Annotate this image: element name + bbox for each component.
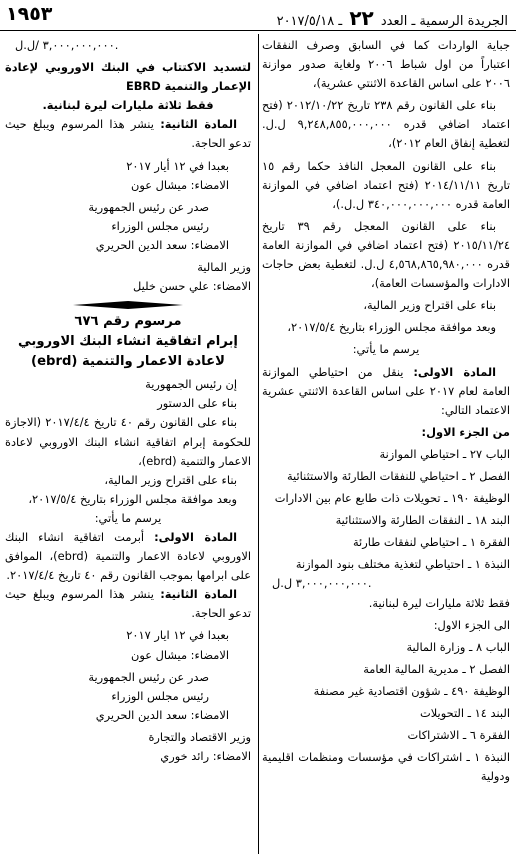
budget-line: الفصل ٢ ـ مديرية المالية العامة xyxy=(363,661,510,676)
signing-place-date: بعبدا في ١٢ أيار ٢٠١٧ xyxy=(126,158,229,173)
article-text: ينشر هذا المرسوم ويبلغ حيث تدعو الحاجة. xyxy=(5,117,251,151)
paragraph: بناء على القانون المعجل النافذ حكما رقم ١٥ تاريخ ٢٠١٤/١١/١١ (فتح اعتماد اضافي في الموازنة العامة قدره ٣٤٠,٠٠٠,٠٠٠,٠٠٠ ل.ل.)، xyxy=(262,158,510,211)
amount: ٣,٠٠٠,٠٠٠,٠٠٠ ل.ل. xyxy=(272,576,372,591)
issued-by: صدر عن رئيس الجمهورية xyxy=(88,669,209,684)
decree-phrase: يرسم ما يأتي: xyxy=(94,510,162,525)
paragraph: بناء على القانون رقم ٤٠ تاريخ ٢٠١٧/٤/٤ (الاجازة للحكومة إبرام اتفاقية انشاء البنك الاوروبي لاعادة الاعمار والتنمية (ebrd)، xyxy=(5,415,251,468)
paragraph: بناء على القانون رقم ٢٣٨ تاريخ ٢٠١٢/١٠/٢٢ (فتح اعتماد اضافي قدره ٩,٢٤٨,٨٥٥,٠٠٠,٠٠٠ ل.ل. لتغطية إنفاق العام ٢٠١٢)، xyxy=(262,98,510,151)
president-signature: الامضاء: ميشال عون xyxy=(130,647,229,662)
budget-line: الوظيفة ١٩٠ ـ تحويلات ذات طابع عام بين الادارات xyxy=(274,491,510,506)
paragraph: بناء على اقتراح وزير المالية، xyxy=(104,472,237,487)
paragraph: وبعد موافقة مجلس الوزراء بتاريخ ٢٠١٧/٥/٤، xyxy=(287,320,496,335)
article-label: المادة الثانية: xyxy=(160,587,237,602)
minister-signature: الامضاء: علي حسن خليل xyxy=(133,279,251,294)
budget-line: الفصل ٢ ـ احتياطي للنفقات الطارئة والاستثنائية xyxy=(286,468,510,483)
article-2 xyxy=(5,115,251,153)
budget-line: النبذة ١ ـ اشتراكات في مؤسسات ومنظمات اقليمية ودولية xyxy=(262,750,510,784)
paragraph: بناء على القانون المعجل رقم ٣٩ تاريخ ٢٠١٥/١١/٢٤ (فتح اعتماد اضافي في الموازنة العامة قدره ٤,٥٦٨,٨٦٥,٩٨٠,٠٠٠ ل.ل. لتغطية بعض حاجات الادارات والمؤسسات العامة)، xyxy=(262,218,510,291)
budget-line: الباب ٢٧ ـ احتياطي الموازنة xyxy=(379,446,510,461)
pm-title: رئيس مجلس الوزراء xyxy=(111,688,209,703)
article-label: المادة الاولى: xyxy=(154,529,238,544)
budget-line: الفقرة ٦ ـ الاشتراكات xyxy=(407,728,510,743)
budget-line: الوظيفة ٤٩٠ ـ شؤون اقتصادية غير مصنفة xyxy=(313,683,510,698)
article-1 xyxy=(5,528,251,585)
pm-title: رئيس مجلس الوزراء xyxy=(111,218,209,233)
issue-date: ـ ٢٠١٧/٥/١٨ xyxy=(276,14,343,29)
budget-line: البند ١٨ ـ النفقات الطارئة والاستثنائية xyxy=(335,513,510,528)
signing-place-date: بعبدا في ١٢ ايار ٢٠١٧ xyxy=(126,628,229,643)
article-1 xyxy=(262,363,510,420)
decree-subtitle: لاعادة الاعمار والتنمية (ebrd) xyxy=(31,354,225,370)
budget-line: الباب ٨ ـ وزارة المالية xyxy=(406,639,510,654)
paragraph: بناء على الدستور xyxy=(157,396,237,411)
minister-signature: الامضاء: رائد خوري xyxy=(160,749,251,763)
amount-in-words: فقط ثلاثة مليارات ليرة لبنانية. xyxy=(368,595,510,610)
paragraph: إن رئيس الجمهورية xyxy=(145,377,237,392)
amount-in-words: فقط ثلاثة مليارات ليرة لبنانية. xyxy=(42,98,214,113)
pm-signature: الامضاء: سعد الدين الحريري xyxy=(95,707,229,722)
section-title: الى الجزء الاول: xyxy=(433,617,510,632)
paragraph: بناء على اقتراح وزير المالية، xyxy=(363,298,496,313)
minister-title: وزير المالية xyxy=(197,260,251,275)
article-label: المادة الاولى: xyxy=(413,364,497,379)
paragraph: جباية الواردات كما في السابق وصرف النفقات اعتباراً من اول شباط ٢٠٠٦ ولغاية صدور موازنة ٢٠٠٦ على اساس القاعدة الاثنتي عشرية)، xyxy=(262,38,510,91)
article-text: ينقل من احتياطي الموازنة العامة لعام ٢٠١٧ على اساس القاعدة الاثنتي عشرية الاعتماد التالي: xyxy=(262,364,510,417)
page-header xyxy=(0,0,516,31)
gazette-heading xyxy=(277,6,508,30)
column-divider xyxy=(258,34,259,854)
left-column xyxy=(5,36,251,852)
pm-signature: الامضاء: سعد الدين الحريري xyxy=(95,237,229,252)
article-2 xyxy=(5,585,251,623)
page-number: ١٩٥٣ xyxy=(6,3,53,25)
purpose-text: لتسديد الاكتتاب في البنك الاوروبي لإعادة الإعمار والتنمية EBRD xyxy=(5,60,251,94)
gazette-title: الجريدة الرسمية ـ العدد xyxy=(380,14,508,29)
decree-subtitle: إبرام اتفاقية انشاء البنك الاوروبي xyxy=(18,334,238,350)
separator-ornament xyxy=(73,300,183,310)
budget-line: البند ١٤ ـ التحويلات xyxy=(420,706,510,720)
president-signature: الامضاء: ميشال عون xyxy=(130,177,229,192)
minister-title: وزير الاقتصاد والتجارة xyxy=(148,729,251,744)
decree-title: مرسوم رقم ٦٧٦ xyxy=(74,314,182,330)
issued-by: صدر عن رئيس الجمهورية xyxy=(88,199,209,214)
right-column xyxy=(262,36,510,852)
section-separator xyxy=(5,300,251,310)
budget-line: النبذة ١ ـ احتياطي لتغذية مختلف بنود الموازنة xyxy=(295,557,510,572)
section-title: من الجزء الاول: xyxy=(421,424,510,439)
budget-line: الفقرة ١ ـ احتياطي لنفقات طارئة xyxy=(352,535,510,550)
article-text: ينشر هذا المرسوم ويبلغ حيث تدعو الحاجة. xyxy=(5,587,251,621)
article-text: أبرمت اتفاقية انشاء البنك الاوروبي لاعادة الاعمار والتنمية (ebrd)، الموافق على ابرامها بموجب القانون رقم ٤٠ تاريخ ٢٠١٧/٤/٤. xyxy=(5,529,251,583)
paragraph: وبعد موافقة مجلس الوزراء بتاريخ ٢٠١٧/٥/٤، xyxy=(28,491,237,506)
article-label: المادة الثانية: xyxy=(160,117,237,132)
amount: ٣,٠٠٠,٠٠٠,٠٠٠ /ل.ل. xyxy=(15,38,119,52)
issue-number: ٢٢ xyxy=(349,6,374,30)
decree-phrase: يرسم ما يأتي: xyxy=(352,342,420,357)
